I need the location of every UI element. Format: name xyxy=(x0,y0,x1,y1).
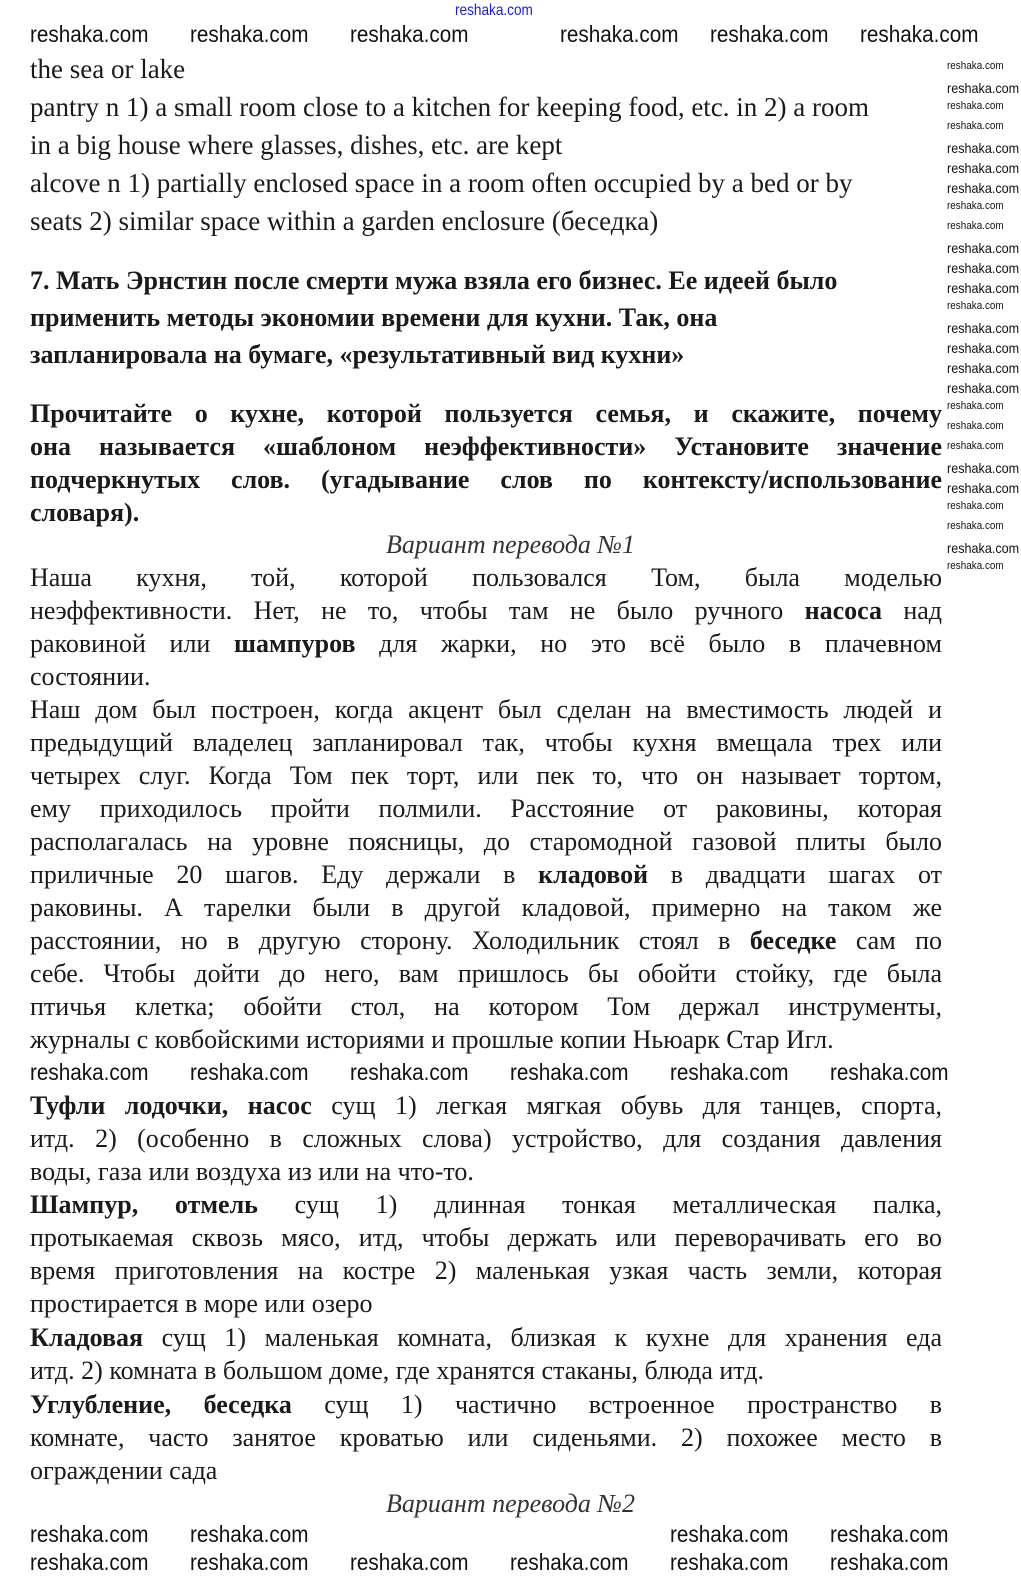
watermark: reshaka.com xyxy=(947,400,1004,412)
text-line xyxy=(30,496,942,529)
text-line xyxy=(30,262,942,299)
highlighted-word: Шампур, отмель xyxy=(30,1190,258,1219)
text-line xyxy=(30,1155,942,1188)
text-line xyxy=(30,1287,942,1320)
variant-1-title: Вариант перевода №1 xyxy=(386,530,635,559)
watermark: reshaka.com xyxy=(710,21,829,47)
text-segment: состоянии. xyxy=(30,662,151,691)
watermark: reshaka.com xyxy=(670,1059,789,1085)
text-segment: применить методы экономии времени для кухни. Так, она xyxy=(30,303,718,332)
text-line xyxy=(30,202,942,240)
text-segment: сущ 1) частично встроенное пространство в xyxy=(291,1390,942,1419)
text-line xyxy=(30,957,942,990)
text-segment: предыдущий владелец запланировал так, чтобы кухня вмещала трех или xyxy=(30,728,942,757)
variant-2-title: Вариант перевода №2 xyxy=(386,1489,635,1518)
highlighted-word: Углубление, беседка xyxy=(30,1390,292,1419)
text-line xyxy=(30,1023,942,1056)
text-line xyxy=(30,1122,942,1155)
watermark: reshaka.com xyxy=(947,120,1004,132)
highlighted-word: Туфли лодочки, насос xyxy=(30,1091,312,1120)
text-segment: протыкаемая сквозь мясо, итд, чтобы держать или переворачивать его во xyxy=(30,1223,942,1252)
text-line xyxy=(30,1454,942,1487)
watermark: reshaka.com xyxy=(830,1059,949,1085)
text-line xyxy=(30,660,942,693)
text-segment: ограждении сада xyxy=(30,1456,218,1485)
watermark: reshaka.com xyxy=(947,180,1020,196)
watermark: reshaka.com xyxy=(947,80,1020,96)
watermark: reshaka.com xyxy=(190,1521,309,1547)
watermark: reshaka.com xyxy=(947,60,1004,72)
watermark: reshaka.com xyxy=(947,520,1004,532)
watermark: reshaka.com xyxy=(947,420,1004,432)
text-segment: итд. 2) (особенно в сложных слова) устройство, для создания давления xyxy=(30,1124,942,1153)
task-heading xyxy=(30,262,942,373)
watermark: reshaka.com xyxy=(947,360,1020,376)
text-line xyxy=(30,164,942,202)
text-segment: себе. Чтобы дойти до него, вам пришлось бы обойти стойку, где была xyxy=(30,959,942,988)
watermark: reshaka.com xyxy=(947,320,1020,336)
watermark: reshaka.com xyxy=(947,560,1004,572)
text-segment: 7. Мать Эрнстин после смерти мужа взяла его бизнес. Ее идеей было xyxy=(30,266,838,295)
text-line xyxy=(30,1388,942,1421)
text-line xyxy=(30,50,942,88)
text-segment: alcove n 1) partially enclosed space in a room often occupied by a bed or by xyxy=(30,168,853,198)
glossary-entry-pantry xyxy=(30,1321,942,1387)
text-segment: сущ 1) маленькая комната, близкая к кухне для хранения еда xyxy=(143,1323,942,1352)
text-segment: над xyxy=(882,596,943,625)
text-line xyxy=(30,792,942,825)
watermark: reshaka.com xyxy=(350,21,469,47)
text-line xyxy=(30,561,942,594)
text-segment: подчеркнутых слов. (угадывание слов по контексту/использование xyxy=(30,465,942,494)
watermark: reshaka.com xyxy=(30,21,149,47)
text-segment: запланировала на бумаге, «результативный вид кухни» xyxy=(30,340,685,369)
watermark: reshaka.com xyxy=(947,140,1020,156)
watermark: reshaka.com xyxy=(670,1521,789,1547)
text-line xyxy=(30,1321,942,1354)
watermark: reshaka.com xyxy=(947,460,1020,476)
text-line xyxy=(30,627,942,660)
text-segment: ему приходилось пройти полмили. Расстояние от раковины, которая xyxy=(30,794,942,823)
highlighted-word: Кладовая xyxy=(30,1323,144,1352)
text-segment: Наш дом был построен, когда акцент был сделан на вместимость людей и xyxy=(30,695,942,724)
watermark: reshaka.com xyxy=(860,21,979,47)
watermark: reshaka.com xyxy=(560,21,679,47)
text-line xyxy=(30,858,942,891)
translation-paragraph-2 xyxy=(30,693,942,1056)
watermark: reshaka.com xyxy=(947,200,1004,212)
text-segment: она называется «шаблоном неэффективности» Установите значение xyxy=(30,432,942,461)
text-segment: сущ 1) длинная тонкая металлическая палка, xyxy=(257,1190,942,1219)
text-segment: четырех слуг. Когда Том пек торт, или пек то, что он называет тортом, xyxy=(30,761,942,790)
watermark: reshaka.com xyxy=(947,440,1004,452)
watermark: reshaka.com xyxy=(30,1521,149,1547)
highlighted-word: кладовой xyxy=(538,860,649,889)
text-line xyxy=(30,299,942,336)
watermark: reshaka.com xyxy=(350,1549,469,1575)
text-segment: сам по xyxy=(836,926,942,955)
watermark: reshaka.com xyxy=(190,1059,309,1085)
text-segment: pantry n 1) a small room close to a kitchen for keeping food, etc. in 2) a room xyxy=(30,92,870,122)
text-line xyxy=(30,1254,942,1287)
text-line xyxy=(30,759,942,792)
watermark: reshaka.com xyxy=(947,380,1020,396)
text-segment: in a big house where glasses, dishes, etc. are kept xyxy=(30,130,563,160)
watermark: reshaka.com xyxy=(30,1549,149,1575)
header-watermark: reshaka.com xyxy=(455,2,533,19)
watermark: reshaka.com xyxy=(830,1549,949,1575)
watermark: reshaka.com xyxy=(947,160,1020,176)
glossary-entry-pump xyxy=(30,1089,942,1188)
text-segment: для жарки, но это всё было в плачевном xyxy=(355,629,942,658)
text-segment: неэффективности. Нет, не то, чтобы там не было ручного xyxy=(30,596,805,625)
text-line xyxy=(30,126,942,164)
watermark: reshaka.com xyxy=(947,300,1004,312)
watermark: reshaka.com xyxy=(190,21,309,47)
text-line xyxy=(30,891,942,924)
text-segment: птичья клетка; обойти стол, на котором Том держал инструменты, xyxy=(30,992,942,1021)
text-line xyxy=(30,990,942,1023)
text-line xyxy=(30,1221,942,1254)
task-instruction xyxy=(30,397,942,529)
watermark: reshaka.com xyxy=(947,220,1004,232)
glossary-entry-skewer xyxy=(30,1188,942,1320)
text-segment: словаря). xyxy=(30,498,140,527)
text-segment: время приготовления на костре 2) маленькая узкая часть земли, которая xyxy=(30,1256,942,1285)
text-segment: итд. 2) комната в большом доме, где хранятся стаканы, блюда итд. xyxy=(30,1356,765,1385)
text-segment: приличные 20 шагов. Еду держали в xyxy=(30,860,539,889)
glossary-entry-alcove xyxy=(30,1388,942,1487)
watermark: reshaka.com xyxy=(947,240,1020,256)
translation-paragraph-1 xyxy=(30,561,942,693)
text-line xyxy=(30,397,942,430)
text-line xyxy=(30,1089,942,1122)
watermark: reshaka.com xyxy=(830,1521,949,1547)
text-line xyxy=(30,463,942,496)
text-segment: the sea or lake xyxy=(30,54,186,84)
text-segment: seats 2) similar space within a garden enclosure (беседка) xyxy=(30,206,659,236)
text-line xyxy=(30,924,942,957)
watermark: reshaka.com xyxy=(350,1059,469,1085)
text-segment: в двадцати шагах от xyxy=(648,860,942,889)
text-line xyxy=(30,1188,942,1221)
watermark: reshaka.com xyxy=(947,280,1020,296)
text-segment: Наша кухня, той, которой пользовался Том, была моделью xyxy=(30,563,942,592)
highlighted-word: насоса xyxy=(804,596,882,625)
text-line xyxy=(30,825,942,858)
text-line xyxy=(30,88,942,126)
text-segment: простирается в море или озеро xyxy=(30,1289,373,1318)
watermark: reshaka.com xyxy=(947,340,1020,356)
watermark: reshaka.com xyxy=(947,540,1020,556)
english-definitions xyxy=(30,50,942,240)
watermark: reshaka.com xyxy=(510,1059,629,1085)
text-segment: располагалась на уровне поясницы, до старомодной газовой плиты было xyxy=(30,827,942,856)
highlighted-word: шампуров xyxy=(234,629,356,658)
text-segment: раковины. А тарелки были в другой кладовой, примерно на таком же xyxy=(30,893,942,922)
watermark: reshaka.com xyxy=(670,1549,789,1575)
text-segment: воды, газа или воздуха из или на что-то. xyxy=(30,1157,474,1186)
watermark: reshaka.com xyxy=(947,500,1004,512)
watermark: reshaka.com xyxy=(947,100,1004,112)
text-segment: раковиной или xyxy=(30,629,235,658)
text-line xyxy=(30,1421,942,1454)
text-segment: сущ 1) легкая мягкая обувь для танцев, спорта, xyxy=(311,1091,942,1120)
text-segment: Прочитайте о кухне, которой пользуется семья, и скажите, почему xyxy=(30,399,942,428)
watermark: reshaka.com xyxy=(510,1549,629,1575)
watermark: reshaka.com xyxy=(947,260,1020,276)
watermark: reshaka.com xyxy=(190,1549,309,1575)
text-line xyxy=(30,594,942,627)
text-line xyxy=(30,1354,942,1387)
text-segment: журналы с ковбойскими историями и прошлые копии Ньюарк Стар Игл. xyxy=(30,1025,834,1054)
watermark: reshaka.com xyxy=(30,1059,149,1085)
watermark: reshaka.com xyxy=(947,480,1020,496)
text-line xyxy=(30,693,942,726)
highlighted-word: беседке xyxy=(749,926,837,955)
text-segment: комнате, часто занятое кроватью или сиденьями. 2) похожее место в xyxy=(30,1423,942,1452)
text-line xyxy=(30,336,942,373)
text-line xyxy=(30,726,942,759)
text-segment: расстоянии, но в другую сторону. Холодильник стоял в xyxy=(30,926,750,955)
text-line xyxy=(30,430,942,463)
